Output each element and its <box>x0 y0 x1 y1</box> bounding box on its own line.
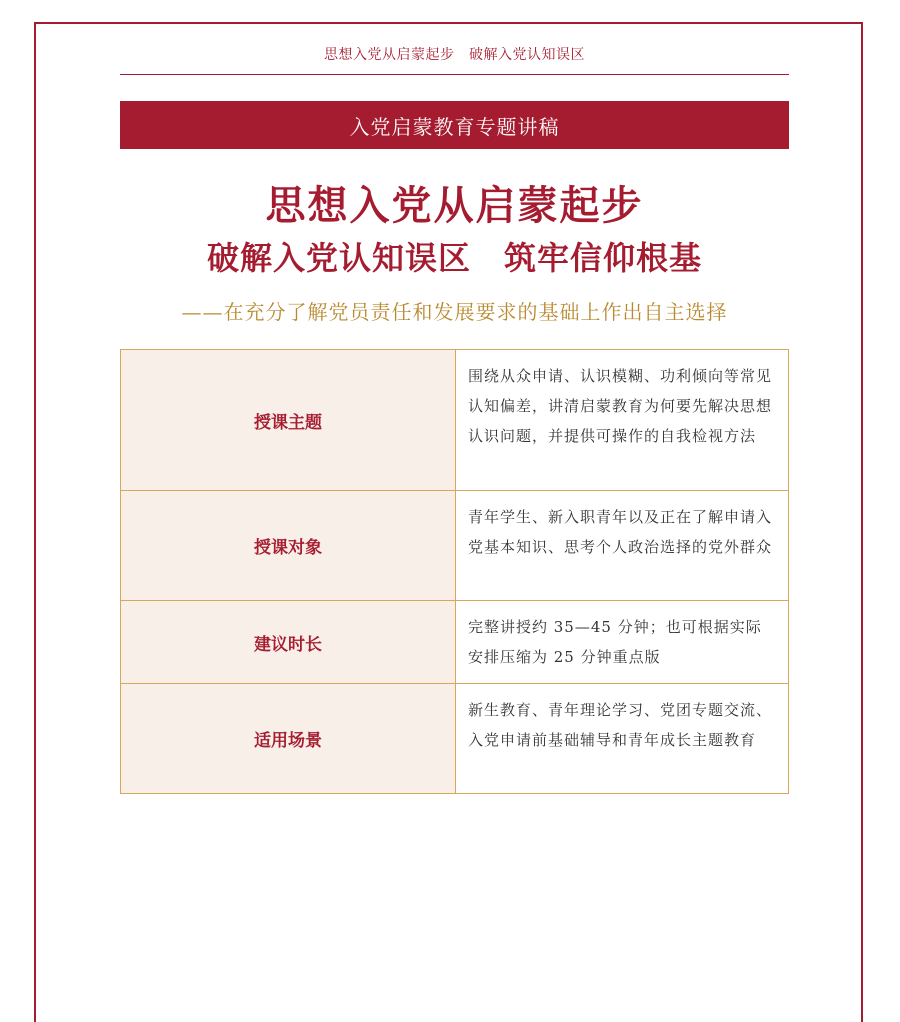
duration-value: 完整讲授约 35—45 分钟；也可根据实际安排压缩为 25 分钟重点版 <box>456 601 789 684</box>
table-row-audience <box>121 491 789 601</box>
page-title: 思想入党从启蒙起步 <box>265 183 644 229</box>
topic-label: 授课主题 <box>121 350 456 491</box>
table-row-duration <box>121 601 789 684</box>
scenario-value: 新生教育、青年理论学习、党团专题交流、入党申请前基础辅导和青年成长主题教育 <box>456 684 789 794</box>
duration-label: 建议时长 <box>121 601 456 684</box>
header-divider <box>120 74 789 75</box>
course-info-table <box>120 349 789 794</box>
section-banner <box>120 101 789 149</box>
audience-label: 授课对象 <box>121 491 456 601</box>
scenario-label: 适用场景 <box>121 684 456 794</box>
banner-label: 入党启蒙教育专题讲稿 <box>349 114 560 139</box>
page-subtitle: 破解入党认知误区 筑牢信仰根基 <box>206 239 702 277</box>
page-tagline: ——在充分了解党员责任和发展要求的基础上作出自主选择 <box>181 300 728 324</box>
table-row-scenario <box>121 684 789 794</box>
topic-value: 围绕从众申请、认识模糊、功利倾向等常见认知偏差，讲清启蒙教育为何要先解决思想认识问题，并提供可操作的自我检视方法 <box>456 350 789 491</box>
table-row-topic <box>121 350 789 491</box>
audience-value: 青年学生、新入职青年以及正在了解申请入党基本知识、思考个人政治选择的党外群众 <box>456 491 789 601</box>
running-header: 思想入党从启蒙起步 破解入党认知误区 <box>324 47 585 63</box>
